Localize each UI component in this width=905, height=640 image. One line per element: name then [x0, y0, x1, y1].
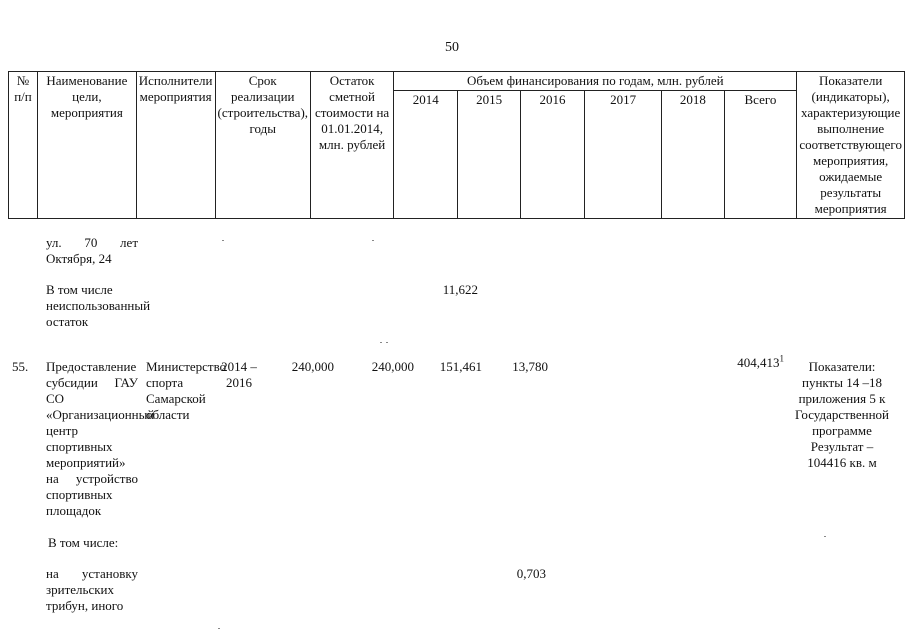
- header-col-term: Срок реализации (строительства), годы: [215, 72, 311, 219]
- header-col-name: Наименование цели, мероприятия: [37, 72, 136, 219]
- row-55-2015-value: 151,461: [439, 359, 482, 374]
- row-55-total-footnote-mark: 1: [779, 353, 784, 364]
- row-55-indicators: Показатели: пункты 14 –18 приложения 5 к Государственной программе Результат – 104416 кв. м: [795, 359, 890, 470]
- included-label: В том числе неиспользованный остаток: [46, 282, 151, 329]
- subitem-2016-value: 0,703: [516, 566, 546, 581]
- scan-speck: [222, 240, 224, 241]
- scan-speck: [372, 240, 374, 241]
- row-continued-name: ул. 70 лет Октября, 24: [46, 235, 138, 266]
- header-col-executors: Исполнители мероприятия: [136, 72, 215, 219]
- included-label-2: В том числе:: [48, 535, 119, 550]
- row-55-remaining-cost: 240,000: [291, 359, 334, 374]
- subitem-name: на установку зрительских трибун, иного: [46, 566, 138, 613]
- row-55-2016-value: 13,780: [512, 359, 548, 374]
- header-col-number: № п/п: [9, 72, 38, 219]
- scan-speck: [218, 628, 220, 629]
- header-col-indicators: Показатели (индикаторы), характеризующие выполнение соответствующего мероприятия, ожидаемые результаты мероприятия: [797, 72, 905, 219]
- header-year-2018: 2018: [662, 91, 725, 219]
- row-55-name: Предоставление субсидии ГАУ СО «Организационный центр спортивных мероприятий» на устройство спортивных площадок: [46, 359, 155, 518]
- page-number: 50: [445, 40, 459, 55]
- included-2015-value: 11,622: [442, 282, 478, 297]
- scan-speck: [380, 342, 382, 343]
- row-55-number: 55.: [12, 359, 29, 374]
- header-col-financing: Объем финансирования по годам, млн. рублей: [394, 72, 797, 91]
- header-col-remaining-cost: Остаток сметной стоимости на 01.01.2014, млн. рублей: [311, 72, 394, 219]
- scan-speck: [824, 536, 826, 537]
- row-55-total: [712, 355, 784, 371]
- row-55-2014-value: 240,000: [371, 359, 414, 374]
- header-year-2016: 2016: [520, 91, 584, 219]
- row-55-term: 2014 – 2016: [221, 359, 257, 390]
- header-year-2015: 2015: [458, 91, 521, 219]
- header-total: Всего: [724, 91, 797, 219]
- row-55-executor: Министерство спорта Самарской области: [146, 359, 227, 422]
- scan-speck: [386, 342, 388, 343]
- row-55-total-value: 404,413: [737, 355, 780, 370]
- header-year-2017: 2017: [585, 91, 662, 219]
- header-year-2014: 2014: [394, 91, 458, 219]
- table-header: [8, 71, 905, 219]
